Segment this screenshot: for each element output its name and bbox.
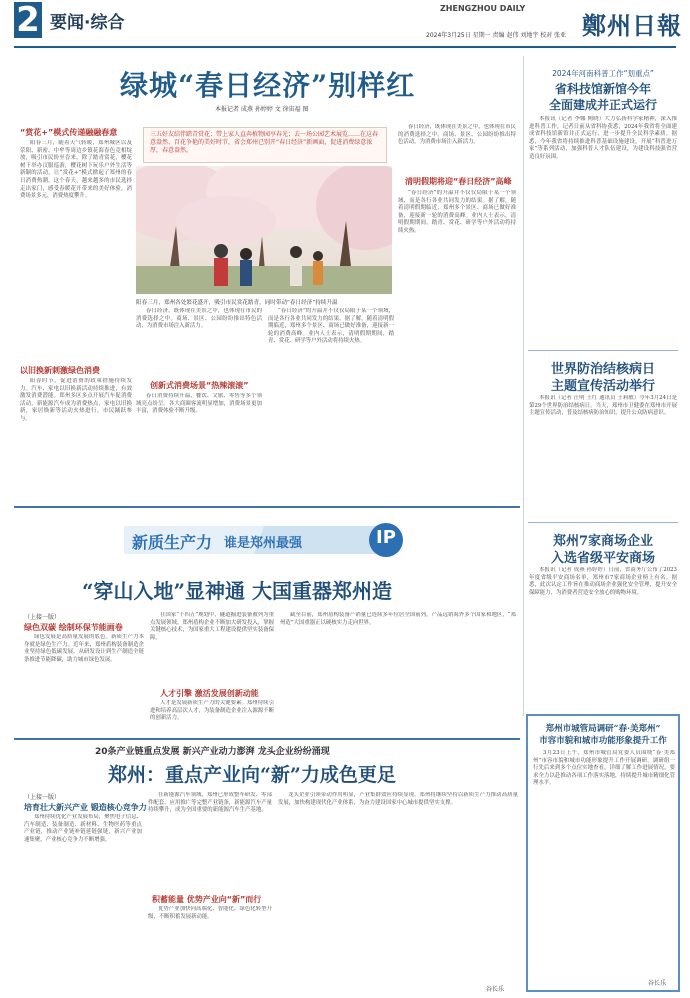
cityscape-box	[526, 714, 680, 992]
story2-col2-subhead: 人才引擎 激活发展创新动能	[160, 689, 259, 698]
story3-col2-text: 在新能源汽车领域，郑州已形成整车研发、零部件配套、应用推广等完整产业链条，新能源汽车产量持续攀升，成为全国重要的新能源汽车生产基地。	[148, 792, 272, 814]
banner-slogan: 谁是郑州最强	[224, 536, 303, 551]
story2-col2-text: 在国家“十四五”规划中，隧道掘进装备被列为重点发展领域。郑州盾构企业不断加大研发投入，掌握关键核心技术，为国家重大工程建设提供坚实装备保障。	[150, 612, 274, 641]
right-top-kicker: 2024年河南科普工作“划重点”	[552, 69, 654, 78]
story2-headline: “穿山入地”显神通 大国重器郑州造	[82, 579, 392, 603]
column-divider	[523, 56, 524, 716]
cherry-blossom-photo	[136, 166, 392, 294]
photo-caption: 阳春三月，郑州各处繁花盛开，吸引市民赏花踏青，同时带动“春日经济”持续升温	[136, 300, 338, 306]
story2-col1-text: 绿色发展是高质量发展的底色。新质生产力本身就是绿色生产力。近年来，郑州盾构装备制造企业坚持绿色低碳发展，从研发设计到生产制造全链条推进节能降碳，助力城市绿色发展。	[24, 634, 144, 663]
right-divider-1	[528, 350, 678, 351]
lead-col1-text: 阳春三月，随着天气转暖，郑州城区以及荥阳、新密、中牟等周边乡镇花海春色竞相绽放，吸引市民纷至沓来。除了踏青赏花，樱花树下举办汉服巡游，樱花树下玩乐户外生活等新颖的活动，让“赏花+”模式掀起了郑州的春日消费热潮。这个春天，越来越多的市民选择走出家门，感受春暖花开带来的美好体验，消费场景多元，消费热度攀升。	[20, 140, 132, 200]
story3-author: 谷长乐	[486, 986, 505, 993]
box-headline2: 市容市貌和城市功能形象提升工作	[539, 736, 667, 746]
lead-col4-subhead: 清明假期将迎“春日经济”高峰	[405, 177, 512, 186]
right-top-headline2: 全面建成并正式运行	[548, 98, 657, 112]
story2-col1-subhead: 绿色双碳 绘制环保节能画卷	[24, 623, 123, 632]
lead-summary: 三五好友结伴踏青赏花；带上家人直奔植物园享春光；去一场公园艺术展览……在这春意盎然、百花争艳的美好时节，省会郑州已别开“春日经济”新画面，促进消费绿意浓厚，春意盎然。	[143, 127, 387, 163]
story3-col2-text2: 优势产业加快向高端化、智能化、绿色化转型升级，不断积蓄发展新动能。	[148, 906, 272, 920]
right-low-headline2: 入选省级平安商场	[550, 551, 655, 566]
banner-ip: IP	[376, 527, 396, 548]
story3-col1-subhead: 培育壮大新兴产业 锻造核心竞争力	[24, 803, 147, 812]
right-low-headline1: 郑州7家商场企业	[552, 534, 654, 549]
right-top-headline1: 省科技馆新馆今年	[554, 82, 651, 96]
lead-col1-subhead2: 以旧换新刺激绿色消费	[20, 366, 100, 375]
section-title: 要闻·综合	[50, 13, 125, 33]
feature-banner	[114, 518, 414, 562]
lead-col2-text2: 春日消费持续升温，餐饮、文旅、零售等多个领域亮点纷呈。各大商圈客流明显增加，消费场景更加丰富，消费体验不断升级。	[136, 393, 262, 415]
lead-col4-text: 春日经济，既体现在美景之中，也体现在市民的消费选择之中。商场、景区、公园纷纷推出特色活动，为消费市场注入新活力。	[398, 124, 516, 146]
story3-headline: 郑州：重点产业向“新”力成色更足	[108, 764, 396, 786]
right-low-text: 本报讯（记者 成燕 孙婷婷）日前，省商务厅公布了2023年度省级平安商场名单，郑州市7家商场企业榜上有名。据悉，此次认定工作旨在推动商场企业强化安全管理，提升安全保障能力，为消费者营造安全放心的购物环境。	[529, 567, 677, 596]
lead-col1-text2: 阳春时节，促进消费的政策措施持续发力。汽车、家电以旧换新活动持续推进，有效激发消费潜能。郑州多区多点开展汽车促消费活动，新能源汽车成为消费热点，家电以旧换新，家居焕新等活动火热进行，市民踊跃参与。	[20, 378, 132, 422]
right-mid-headline1: 世界防治结核病日	[550, 362, 655, 377]
story3-col1-kicker: （上接一版）	[24, 794, 61, 801]
box-text: 3月23日上午，郑州市城管局党委人员围绕“春·美郑州”市容市貌和城市功能形象提升工作开展调研。调研组一行先后来到多个点位实地查看，详细了解工作进展情况，要求全力以赴推动各项工作落实落地，持续提升城市精细化管理水平。	[533, 750, 675, 787]
right-mid-text: 本报讯（记者 汪明 王红 通讯员 王莉敏）今年3月24日是第29个世界防治结核病日。当天，郑州市卫健委在郑州市开展主题宣传活动，普及结核病防治知识，提升公众防病意识。	[529, 395, 677, 417]
story3-col1-text: 郑州持续优化产业发展布局，聚焦电子信息、汽车制造、装备制造、新材料、生物医药等重点产业链，推动产业链补链延链强链，新兴产业加速集聚，产业核心竞争力不断增强。	[24, 814, 142, 843]
page-number: 2	[14, 2, 42, 38]
story2-kicker: （上接一版）	[24, 614, 61, 621]
lead-col3-filler: “春日经济”的升温并不仅仅局限于某一个领域，而是各行各业共同发力的结果。据了解，随着清明假期临近，郑州多个景区、商场已做好准备，迎接新一轮的消费高峰。业内人士表示，清明假期期间，踏青、赏花、研学等户外活动将持续火热。	[268, 308, 394, 345]
lead-col4-text2: “春日经济”的升温并不仅仅局限于某一个领域，而是各行各业共同发力的结果。据了解，随着清明假期临近，郑州多个景区、商场已做好准备，迎接新一轮的消费高峰。业内人士表示，清明假期期间，踏青、赏花、研学等户外活动将持续火热。	[398, 190, 516, 234]
story3-col2-subhead: 积蓄能量 优势产业向“新”而行	[152, 895, 262, 904]
lead-byline: 本报记者 成燕 孙婷婷 文 徐宙福 图	[215, 106, 309, 113]
section-rule-2	[14, 738, 520, 740]
masthead-rule	[14, 46, 676, 48]
banner-label: 新质生产力	[132, 533, 213, 552]
story3-kicker: 20条产业链重点发展 新兴产业动力澎湃 龙头企业纷纷涌现	[95, 747, 330, 757]
lead-col2-subhead: 创新式消费场景“热辣滚滚”	[150, 381, 249, 390]
newspaper-logo: 鄭州日報	[582, 11, 682, 40]
right-divider-2	[528, 522, 678, 523]
story2-col2-text2: 人才是发展新质生产力的关键要素。郑州持续引进和培养高层次人才，为装备制造企业注入源源不断的创新活力。	[150, 700, 274, 722]
right-top-text: 本报讯（记者 李娜 陶晓）大力弘扬科学家精神，深入推进科普工作，记者日前从省科协获悉，2024年我省将全面建成省科技馆新馆并正式运行，进一步提升全民科学素质。据悉，今年我省将持续推进科普基础设施建设，开展“科普进万家”等系列活动，加强科普人才队伍建设，为建设科技强省营造良好氛围。	[529, 116, 677, 160]
section-rule	[14, 506, 520, 508]
date-line: 2024年3月25日 星期一 责编 赵伟 刘地宇 校对 张亚	[426, 32, 567, 39]
box-author: 谷长乐	[648, 980, 667, 987]
box-headline1: 郑州市城管局调研“春·美郑州”	[545, 724, 661, 734]
story2-col3-text: 截至目前，郑州盾构装备产销量已连续多年位居全国前列，产品远销海外多个国家和地区，“郑州造”大国重器正以硬核实力走向世界。	[280, 612, 516, 626]
lead-col1-subhead: “赏花+”模式传递融融春意	[20, 128, 118, 137]
lead-col2-text: 春日经济，既体现在美景之中，也体现在市民的消费选择之中。商场、景区、公园纷纷推出特色活动，为消费市场注入新活力。	[136, 308, 262, 330]
right-mid-headline2: 主题宣传活动举行	[550, 379, 655, 394]
story3-col3-text: 龙头企业引领带动作用明显，产业集群效应持续显现。郑州将继续坚持以新质生产力推动高质量发展，加快构建现代化产业体系，为奋力建设国家中心城市提供坚实支撑。	[278, 792, 518, 806]
paper-english-name: ZHENGZHOU DAILY	[440, 4, 526, 13]
lead-headline: 绿城“春日经济”别样红	[120, 69, 416, 102]
